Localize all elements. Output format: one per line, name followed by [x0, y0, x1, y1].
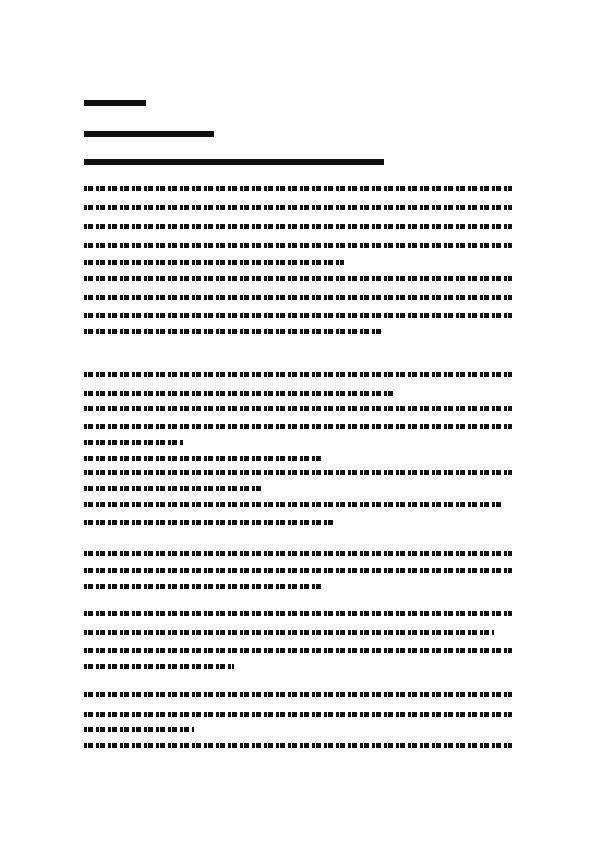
text-line [84, 568, 512, 573]
text-line [84, 630, 494, 635]
text-line [84, 692, 512, 697]
text-line [84, 260, 344, 265]
text-line [84, 502, 504, 507]
heading-redacted-line [84, 100, 146, 106]
text-line [84, 664, 234, 669]
text-line [84, 712, 512, 717]
heading-redacted-line [84, 131, 214, 137]
text-line [84, 486, 264, 491]
text-line [84, 424, 512, 429]
text-line [84, 276, 512, 281]
text-line [84, 329, 384, 334]
text-line [84, 584, 324, 589]
text-line [84, 243, 512, 248]
text-line [84, 372, 512, 377]
text-line [84, 470, 512, 475]
text-line [84, 205, 512, 210]
text-line [84, 186, 512, 191]
text-line [84, 456, 324, 461]
heading-redacted-line [84, 159, 384, 165]
text-line [84, 551, 512, 556]
text-line [84, 743, 512, 748]
text-line [84, 391, 394, 396]
text-line [84, 440, 184, 445]
text-line [84, 295, 512, 300]
text-line [84, 520, 334, 525]
text-line [84, 406, 512, 411]
text-line [84, 727, 194, 732]
text-line [84, 313, 512, 318]
text-line [84, 648, 512, 653]
text-line [84, 224, 512, 229]
text-line [84, 611, 512, 616]
